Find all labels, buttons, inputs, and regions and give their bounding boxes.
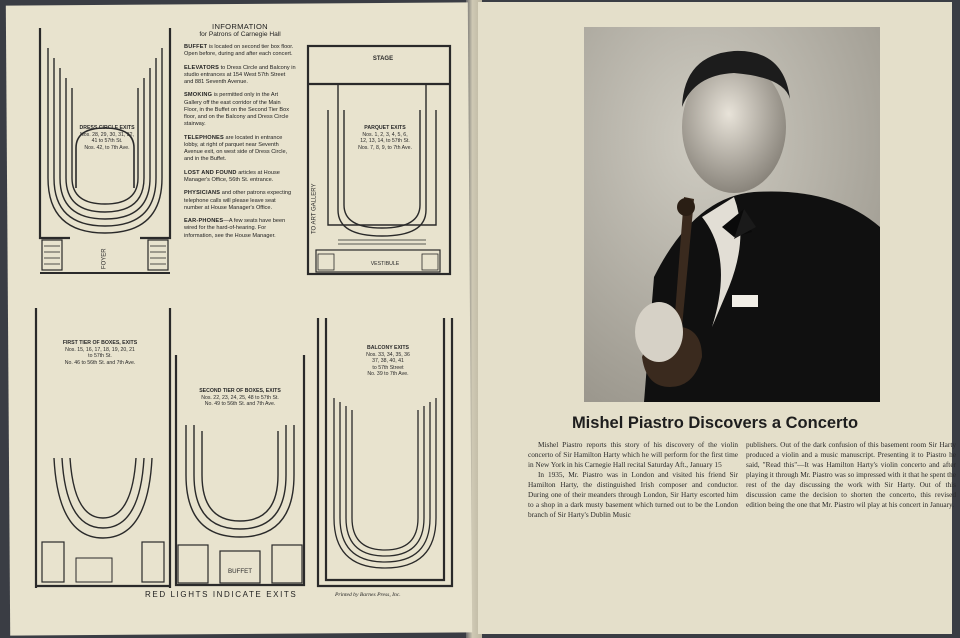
portrait-photo (584, 27, 880, 402)
printer-credit: Printed by Barnes Press, Inc. (335, 592, 401, 598)
second-tier-title: SECOND TIER OF BOXES, EXITS (199, 388, 281, 394)
dress-circle-line: Nos. 42, to 7th Ave. (84, 144, 130, 151)
art-gallery-label: TO ART GALLERY (311, 183, 318, 235)
balcony-line: Nos. 33, 34, 35, 36 (366, 351, 410, 358)
info-item-buffet (184, 44, 296, 59)
parquet-label (345, 125, 425, 151)
info-item-telephones (184, 135, 296, 164)
info-item-head: PHYSICIANS (184, 190, 221, 197)
dress-circle-line: Nos. 28, 29, 30, 31, 32, (80, 131, 134, 138)
info-item-head: BUFFET (184, 44, 208, 50)
info-item-head: SMOKING (184, 92, 213, 99)
first-tier-line: to 57th St. (88, 353, 112, 359)
vestibule-label: VESTIBULE (370, 261, 400, 267)
info-item-physicians (184, 190, 296, 212)
balcony-label (350, 345, 426, 378)
balcony-line: No. 39 to 7th Ave. (367, 371, 409, 377)
parquet-line: Nos. 1, 2, 3, 4, 5, 6, (362, 131, 408, 138)
info-panel (184, 22, 296, 246)
article-paragraph: Mishel Piastro reports this story of his discovery of the violin concerto of Sir Hamilton Harty which he will perform for the first time in New York in his Carnegie Hall recital Saturday Aft., January 15 (528, 440, 738, 470)
parquet-plan (302, 40, 454, 280)
second-tier-line: Nos. 22, 23, 24, 25, 48 to 57th St. (201, 394, 279, 401)
info-item-lost-found (184, 170, 296, 185)
article-paragraph: In 1935, Mr. Piastro was in London and visited his friend Sir Hamilton Harty, the distinguished Irish composer and conductor. During one of their meanders through London, Sir Harty escorted him to a shop in a dark musty basement which turned out to be the London branch of Sir Harty's Dublin Music (528, 470, 738, 520)
parquet-title: PARQUET EXITS (364, 125, 406, 131)
info-item-head: LOST AND FOUND (184, 169, 237, 176)
stage-text: STAGE (372, 56, 394, 62)
red-lights-notice: RED LIGHTS INDICATE EXITS (145, 590, 298, 599)
info-item-elevators (184, 65, 296, 87)
first-tier-label (50, 340, 150, 366)
info-item-text: articles at House Manager's Office, 56th St. entrance. (184, 169, 280, 183)
info-item-ear-phones (184, 218, 296, 240)
info-item-text: are located in entrance lobby, at right of parquet near Seventh Avenue exit, on west side of Dress Circle, and in the Buffet. (184, 134, 288, 163)
info-item-text: is located on second tier box floor. Open before, during and after each concert. (184, 44, 294, 58)
info-item-head: ELEVATORS (184, 64, 220, 71)
article-column-1 (528, 440, 738, 521)
first-tier-title: FIRST TIER OF BOXES, EXITS (62, 340, 138, 346)
balcony-line: to 57th Street (372, 364, 404, 371)
second-tier-label (185, 388, 295, 408)
info-title: INFORMATION (212, 22, 268, 31)
parquet-line: 12, 13, 14, to 57th St. (360, 138, 410, 144)
buffet-label: BUFFET (227, 568, 253, 575)
violinist-portrait-icon (584, 27, 880, 402)
article-paragraph: publishers. Out of the dark confusion of this basement room Sir Harty produced a violin and a music manuscript. Presenting it to Piastro he said, "Read this"—It was Hamilton Harty's violin concerto and after playing it through Mr. Piastro was so impressed with it that he spent the rest of the day discussing the work with Sir Harty. Out of this discussion came the decision to shorten the concerto, this revised edition being the one that Mr. Piastro wil play at his concert in January. (746, 440, 956, 510)
dress-circle-line: 41 to 57th St. (91, 138, 123, 144)
balcony-line: 37, 38, 40, 41 (372, 358, 404, 364)
info-subtitle: for Patrons of Carnegie Hall (199, 31, 281, 38)
info-item-head: TELEPHONES (184, 134, 224, 141)
info-item-text: to Dress Circle and Balcony in studio entrances at 154 West 57th Street and 881 Seventh Avenue. (184, 64, 296, 86)
dress-circle-label (70, 125, 144, 151)
balcony-title: BALCONY EXITS (367, 345, 409, 351)
info-item-text: is permitted only in the Art Gallery off the east corridor of the Main Floor, in the Buffet on the Second Tier Box floor, and on the Balcony and Dress Circle stairway. (184, 92, 289, 128)
second-tier-line: No. 49 to 56th St. and 7th Ave. (204, 401, 276, 407)
info-item-smoking (184, 92, 296, 128)
foyer-label: FOYER (101, 248, 108, 270)
stage-label (363, 56, 403, 64)
info-item-head: EAR-PHONES (184, 218, 224, 225)
article-title: Mishel Piastro Discovers a Concerto (571, 414, 859, 432)
info-item-text: and other patrons expecting telephone calls will please leave seat number at House Manager's Office. (184, 190, 292, 211)
article-column-2 (746, 440, 956, 510)
parquet-line: Nos. 7, 8, 9, to 7th Ave. (358, 144, 412, 151)
dress-circle-title: DRESS CIRCLE EXITS (79, 125, 135, 131)
first-tier-line: No. 46 to 56th St. and 7th Ave. (64, 359, 136, 366)
info-item-text: —A few seats have been wired for the hard-of-hearing. For information, see the House Manager. (184, 218, 286, 239)
first-tier-line: Nos. 15, 16, 17, 18, 19, 20, 21 (65, 346, 135, 353)
